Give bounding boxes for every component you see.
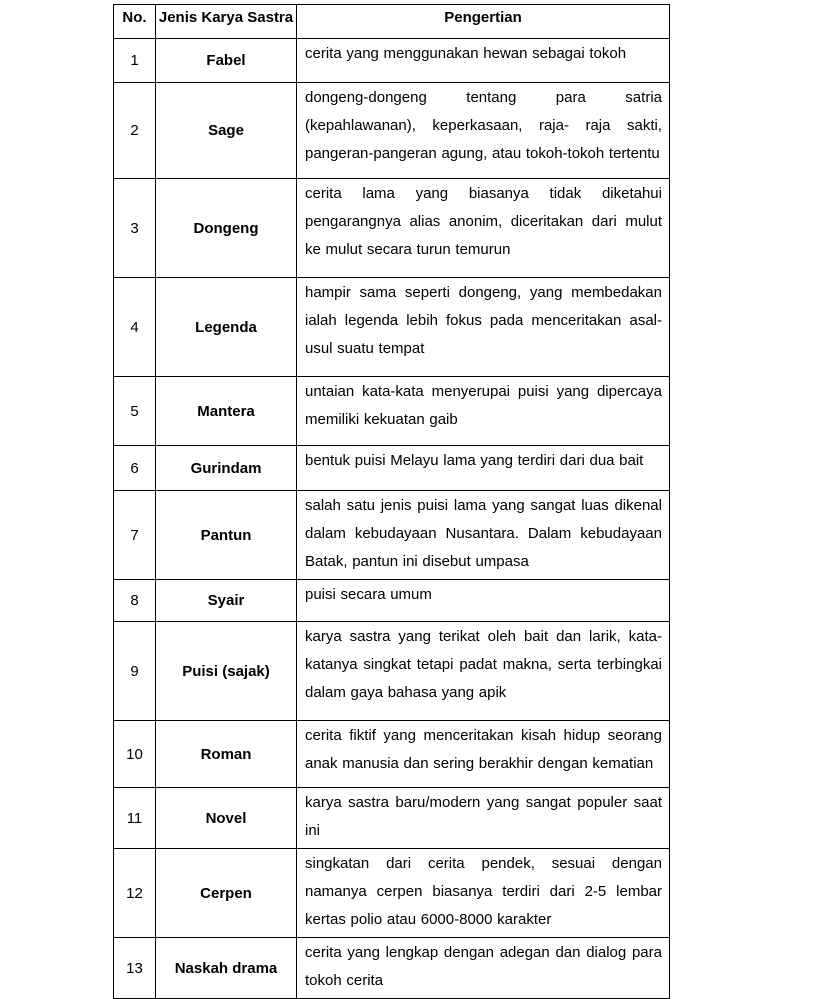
table-header-row: [114, 5, 670, 39]
row-number-cell: 9: [114, 622, 156, 721]
definition-cell: cerita yang menggunakan hewan sebagai tokoh: [297, 39, 670, 83]
type-name-cell: Legenda: [156, 278, 297, 377]
definition-cell: dongeng-dongeng tentang para satria (kepahlawanan), keperkasaan, raja- raja sakti, pangeran-pangeran agung, atau tokoh-tokoh tertentu: [297, 83, 670, 179]
row-number-cell: 13: [114, 938, 156, 999]
type-name-cell: Fabel: [156, 39, 297, 83]
definition-cell: karya sastra yang terikat oleh bait dan larik, kata-katanya singkat tetapi padat makna, serta terbingkai dalam gaya bahasa yang apik: [297, 622, 670, 721]
type-name-cell: Pantun: [156, 491, 297, 580]
type-name-cell: Cerpen: [156, 849, 297, 938]
row-number-cell: 7: [114, 491, 156, 580]
definition-cell: untaian kata-kata menyerupai puisi yang dipercaya memiliki kekuatan gaib: [297, 377, 670, 446]
table-row: [114, 83, 670, 179]
table-row: [114, 278, 670, 377]
definition-cell: singkatan dari cerita pendek, sesuai dengan namanya cerpen biasanya terdiri dari 2-5 lembar kertas polio atau 6000-8000 karakter: [297, 849, 670, 938]
type-name-cell: Dongeng: [156, 179, 297, 278]
definition-cell: hampir sama seperti dongeng, yang membedakan ialah legenda lebih fokus pada menceritakan asal-usul suatu tempat: [297, 278, 670, 377]
table-row: [114, 179, 670, 278]
definition-cell: bentuk puisi Melayu lama yang terdiri dari dua bait: [297, 446, 670, 491]
definition-cell: salah satu jenis puisi lama yang sangat luas dikenal dalam kebudayaan Nusantara. Dalam kebudayaan Batak, pantun ini disebut umpasa: [297, 491, 670, 580]
row-number-cell: 11: [114, 788, 156, 849]
type-name-cell: Roman: [156, 721, 297, 788]
table-row: [114, 938, 670, 999]
header-no: No.: [114, 5, 156, 39]
type-name-cell: Puisi (sajak): [156, 622, 297, 721]
row-number-cell: 4: [114, 278, 156, 377]
row-number-cell: 5: [114, 377, 156, 446]
type-name-cell: Sage: [156, 83, 297, 179]
table-row: [114, 622, 670, 721]
table-row: [114, 849, 670, 938]
definition-cell: puisi secara umum: [297, 580, 670, 622]
table-row: [114, 580, 670, 622]
table-row: [114, 491, 670, 580]
row-number-cell: 8: [114, 580, 156, 622]
table-row: [114, 788, 670, 849]
type-name-cell: Mantera: [156, 377, 297, 446]
type-name-cell: Novel: [156, 788, 297, 849]
type-name-cell: Gurindam: [156, 446, 297, 491]
table-row: [114, 377, 670, 446]
row-number-cell: 2: [114, 83, 156, 179]
type-name-cell: Naskah drama: [156, 938, 297, 999]
definition-cell: cerita fiktif yang menceritakan kisah hidup seorang anak manusia dan sering berakhir dengan kematian: [297, 721, 670, 788]
row-number-cell: 6: [114, 446, 156, 491]
type-name-cell: Syair: [156, 580, 297, 622]
table-row: [114, 39, 670, 83]
row-number-cell: 1: [114, 39, 156, 83]
definition-cell: karya sastra baru/modern yang sangat populer saat ini: [297, 788, 670, 849]
literature-types-table: [113, 4, 670, 999]
table-row: [114, 446, 670, 491]
table-row: [114, 721, 670, 788]
row-number-cell: 12: [114, 849, 156, 938]
definition-cell: cerita yang lengkap dengan adegan dan dialog para tokoh cerita: [297, 938, 670, 999]
header-pengertian: Pengertian: [297, 5, 670, 39]
row-number-cell: 10: [114, 721, 156, 788]
definition-cell: cerita lama yang biasanya tidak diketahui pengarangnya alias anonim, diceritakan dari mulut ke mulut secara turun temurun: [297, 179, 670, 278]
row-number-cell: 3: [114, 179, 156, 278]
header-jenis-karya-sastra: Jenis Karya Sastra: [156, 5, 297, 39]
